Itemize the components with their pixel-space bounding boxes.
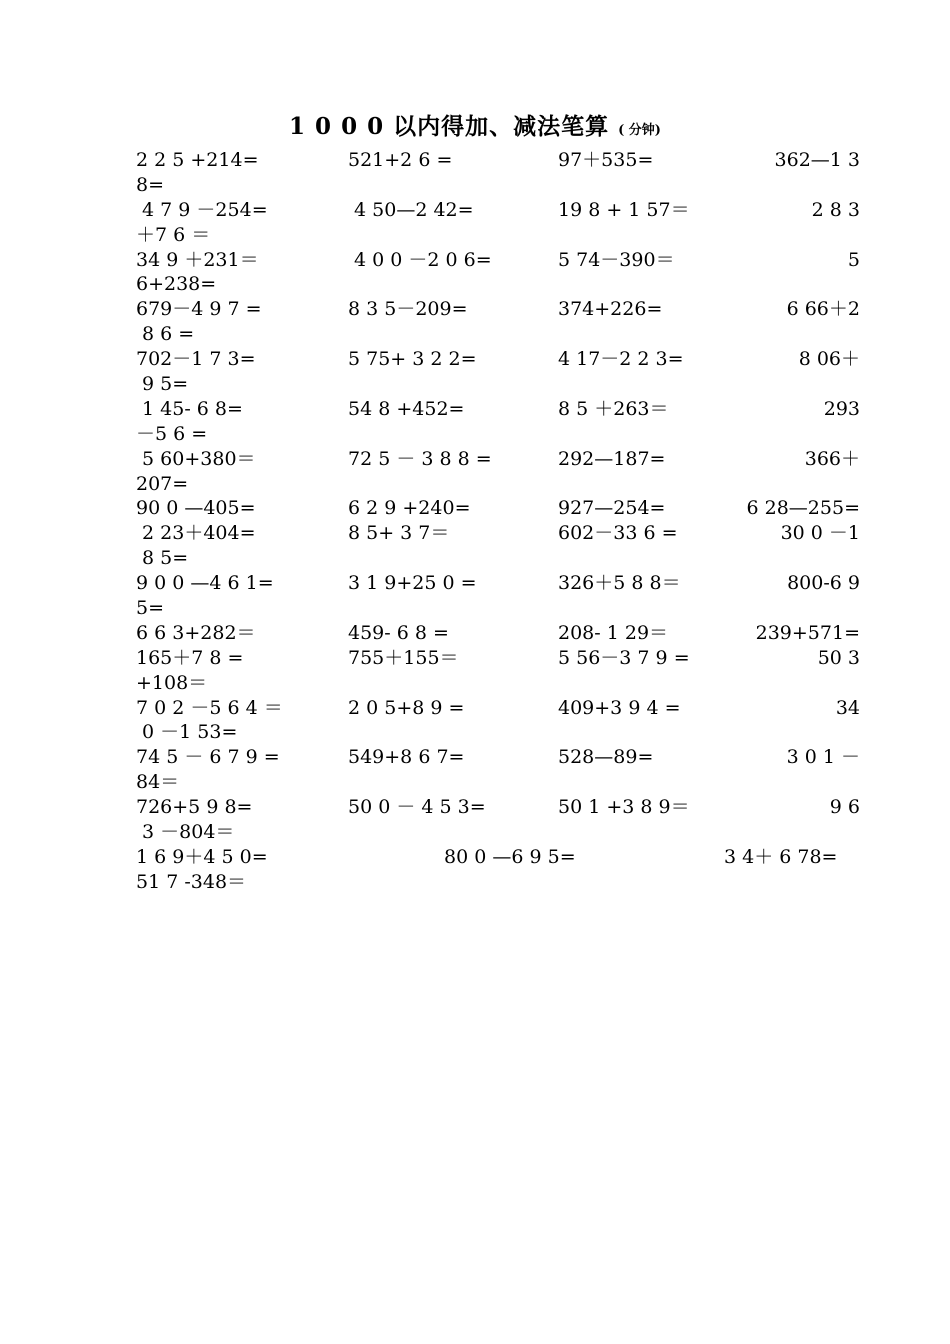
problem-text: 9 5= bbox=[136, 373, 189, 396]
problem-text: 239+571= bbox=[755, 621, 860, 644]
problem-line bbox=[136, 198, 860, 223]
problem-line bbox=[136, 770, 860, 795]
problem-line bbox=[136, 820, 860, 845]
problem-text: 459- 6 8 = bbox=[348, 621, 449, 644]
problem-text: 800-6 9 bbox=[787, 572, 860, 595]
problem-text: 74 5 － 6 7 9 = bbox=[136, 746, 280, 769]
problem-text: 54 8 +452= bbox=[348, 397, 465, 420]
problem-text: 5 74－390＝ bbox=[558, 248, 675, 271]
problem-text: 4 0 0 －2 0 6= bbox=[348, 248, 492, 271]
problem-text: 1 6 9＋4 5 0= bbox=[136, 845, 268, 868]
problem-text: 34 9 ＋231＝ bbox=[136, 248, 259, 271]
problem-line bbox=[136, 322, 860, 347]
problem-text: 5 75+ 3 2 2= bbox=[348, 348, 477, 371]
problem-text: 90 0 —405= bbox=[136, 497, 256, 520]
problem-line bbox=[136, 870, 860, 895]
problem-line bbox=[136, 447, 860, 472]
problem-line bbox=[136, 272, 860, 297]
problem-text: 3 1 9+25 0 = bbox=[348, 572, 477, 595]
problem-text: 4 17－2 2 3= bbox=[558, 348, 684, 371]
title-time-note: ( 分钟) bbox=[618, 123, 661, 138]
problem-text: 9 6 bbox=[829, 796, 860, 819]
problem-line bbox=[136, 646, 860, 671]
problem-text: 1 45- 6 8= bbox=[136, 397, 243, 420]
problem-text: 50 1 +3 8 9＝ bbox=[558, 796, 690, 819]
problem-text: 8 5 ＋263＝ bbox=[558, 397, 669, 420]
title-main: 1 0 0 0 以内得加、减法笔算 bbox=[289, 113, 610, 140]
problem-line bbox=[136, 148, 860, 173]
problem-text: 3 0 1 － bbox=[786, 746, 860, 769]
problem-text: 4 7 9 －254= bbox=[136, 198, 268, 221]
problem-text: 8= bbox=[136, 173, 165, 196]
page-title bbox=[0, 108, 950, 141]
problem-line bbox=[136, 596, 860, 621]
problem-text: 679－4 9 7 = bbox=[136, 298, 262, 321]
problem-text: 30 0 －1 bbox=[780, 522, 860, 545]
problem-text: 6 6 3+282＝ bbox=[136, 621, 256, 644]
problem-text: 2 23＋404= bbox=[136, 522, 256, 545]
problem-text: 50 0 － 4 5 3= bbox=[348, 796, 486, 819]
problem-text: 293 bbox=[823, 397, 860, 420]
problem-line bbox=[136, 696, 860, 721]
problem-text: 50 3 bbox=[817, 646, 860, 669]
problem-text: 374+226= bbox=[558, 298, 663, 321]
problem-text: 6 66＋2 bbox=[786, 298, 860, 321]
problem-text: 34 bbox=[835, 696, 860, 719]
problem-line bbox=[136, 621, 860, 646]
problem-lines bbox=[136, 148, 860, 895]
problem-line bbox=[136, 521, 860, 546]
problem-text: 521+2 6 = bbox=[348, 149, 453, 171]
problem-text: 165＋7 8 = bbox=[136, 646, 244, 669]
problem-text: 19 8 + 1 57＝ bbox=[558, 198, 690, 221]
problem-text: 326＋5 8 8＝ bbox=[558, 572, 681, 595]
problem-text: 51 7 -348＝ bbox=[136, 870, 247, 893]
problem-line bbox=[136, 671, 860, 696]
problem-text: 602－33 6 = bbox=[558, 522, 678, 545]
problem-text: 755＋155＝ bbox=[348, 646, 459, 669]
problem-line bbox=[136, 795, 860, 820]
problem-line bbox=[136, 297, 860, 322]
problem-line bbox=[136, 496, 860, 521]
problem-text: 409+3 9 4 = bbox=[558, 696, 681, 719]
problem-line bbox=[136, 248, 860, 273]
problem-text: 5 56－3 7 9 = bbox=[558, 646, 690, 669]
problem-text: 6+238= bbox=[136, 273, 217, 296]
problem-text: 2 0 5+8 9 = bbox=[348, 696, 465, 719]
problem-line bbox=[136, 745, 860, 770]
problem-text: 927—254= bbox=[558, 497, 666, 520]
problem-text: 528—89= bbox=[558, 746, 654, 769]
problem-text: －5 6 = bbox=[136, 422, 208, 445]
problem-line bbox=[136, 422, 860, 447]
problem-text: 292—187= bbox=[558, 447, 666, 470]
problem-text: 8 5+ 3 7＝ bbox=[348, 522, 450, 545]
problem-line bbox=[136, 845, 860, 870]
problem-line bbox=[136, 472, 860, 497]
problem-line bbox=[136, 223, 860, 248]
problem-text: 8 5= bbox=[136, 547, 189, 570]
problem-line bbox=[136, 397, 860, 422]
problem-text: 8 6 = bbox=[136, 323, 195, 346]
problem-text: 5 bbox=[847, 248, 860, 271]
problem-text: 702－1 7 3= bbox=[136, 348, 256, 371]
problem-text: 6 28—255= bbox=[746, 497, 860, 520]
problem-line bbox=[136, 571, 860, 596]
problem-text: 9 0 0 —4 6 1= bbox=[136, 572, 274, 595]
problem-text: 7 0 2 －5 6 4 ＝ bbox=[136, 696, 283, 719]
problem-text: 5= bbox=[136, 597, 165, 620]
problem-line bbox=[136, 173, 860, 198]
problem-text: 84＝ bbox=[136, 771, 180, 794]
problem-text: 72 5 － 3 8 8 = bbox=[348, 447, 492, 470]
problem-line bbox=[136, 720, 860, 745]
problem-text: 3 4＋ 6 78= bbox=[724, 845, 838, 868]
problem-line bbox=[136, 372, 860, 397]
problem-text: 366＋ bbox=[804, 447, 860, 470]
problem-text: 97＋535= bbox=[558, 149, 654, 171]
problem-text: 6 2 9 +240= bbox=[348, 497, 471, 520]
problem-text: 2 2 5 +214= bbox=[136, 149, 259, 171]
problem-text: 80 0 —6 9 5= bbox=[444, 845, 576, 868]
problem-text: 3 －804＝ bbox=[136, 821, 235, 844]
problem-text: 549+8 6 7= bbox=[348, 746, 465, 769]
problem-text: ＋7 6 ＝ bbox=[136, 223, 211, 246]
problem-line bbox=[136, 347, 860, 372]
problem-text: 4 50—2 42= bbox=[348, 198, 474, 221]
problem-text: 726+5 9 8= bbox=[136, 796, 253, 819]
problem-text: 0 －1 53= bbox=[136, 721, 238, 744]
problem-text: +108＝ bbox=[136, 671, 208, 694]
problem-text: 362—1 3 bbox=[774, 149, 860, 171]
problem-line bbox=[136, 546, 860, 571]
problem-text: 8 3 5－209= bbox=[348, 298, 468, 321]
problem-text: 5 60+380＝ bbox=[136, 447, 256, 470]
problem-text: 2 8 3 bbox=[811, 198, 860, 221]
problem-text: 208- 1 29＝ bbox=[558, 621, 669, 644]
problem-text: 8 06＋ bbox=[798, 348, 860, 371]
problem-text: 207= bbox=[136, 472, 189, 495]
